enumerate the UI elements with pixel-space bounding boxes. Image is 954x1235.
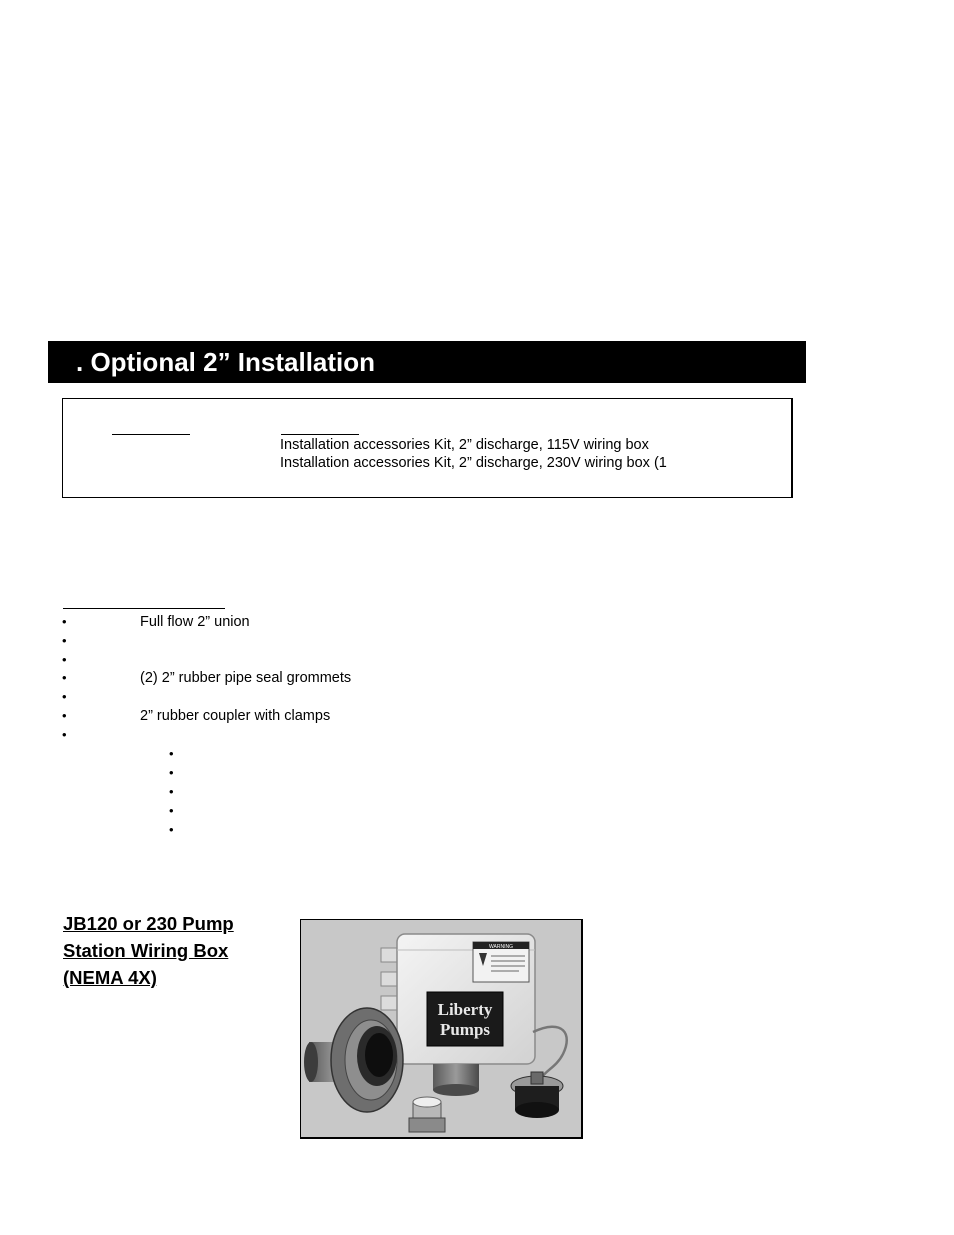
section-title: . Optional 2” Installation bbox=[76, 347, 376, 377]
bullet-icon: • bbox=[62, 633, 67, 648]
sub-bullet-icon: • bbox=[169, 765, 174, 780]
logo-text-line2: Pumps bbox=[439, 1020, 491, 1039]
sub-bullet-icon: • bbox=[169, 784, 174, 799]
sub-bullet-icon: • bbox=[169, 803, 174, 818]
figure-caption: JB120 or 230 Pump Station Wiring Box (NEMA 4X) bbox=[63, 913, 234, 988]
column-header-rule-left bbox=[112, 434, 190, 435]
bullet-icon: • bbox=[62, 727, 67, 742]
bullet-icon: • bbox=[62, 708, 67, 723]
bullet-icon: • bbox=[62, 689, 67, 704]
column-header-rule-right bbox=[281, 434, 359, 435]
warning-label: WARNING bbox=[489, 944, 513, 950]
kit-row-115v: Installation accessories Kit, 2” discharge, 115V wiring box bbox=[280, 437, 649, 453]
logo-text-line1: Liberty bbox=[437, 1000, 493, 1019]
kit-row-230v: Installation accessories Kit, 2” discharge, 230V wiring box (1 bbox=[280, 455, 667, 471]
wiring-box-illustration bbox=[301, 920, 582, 1137]
list-item: (2) 2” rubber pipe seal grommets bbox=[140, 670, 352, 686]
list-item: Full flow 2” union bbox=[140, 614, 250, 630]
sub-bullet-icon: • bbox=[169, 746, 174, 761]
bullet-icon: • bbox=[62, 652, 67, 667]
list-item: 2” rubber coupler with clamps bbox=[140, 708, 331, 724]
sub-bullet-icon: • bbox=[169, 822, 174, 837]
kit-contents-heading-rule bbox=[63, 608, 225, 609]
product-photo bbox=[300, 919, 583, 1139]
bullet-icon: • bbox=[62, 670, 67, 685]
section-banner bbox=[48, 341, 806, 383]
bullet-icon: • bbox=[62, 614, 67, 629]
